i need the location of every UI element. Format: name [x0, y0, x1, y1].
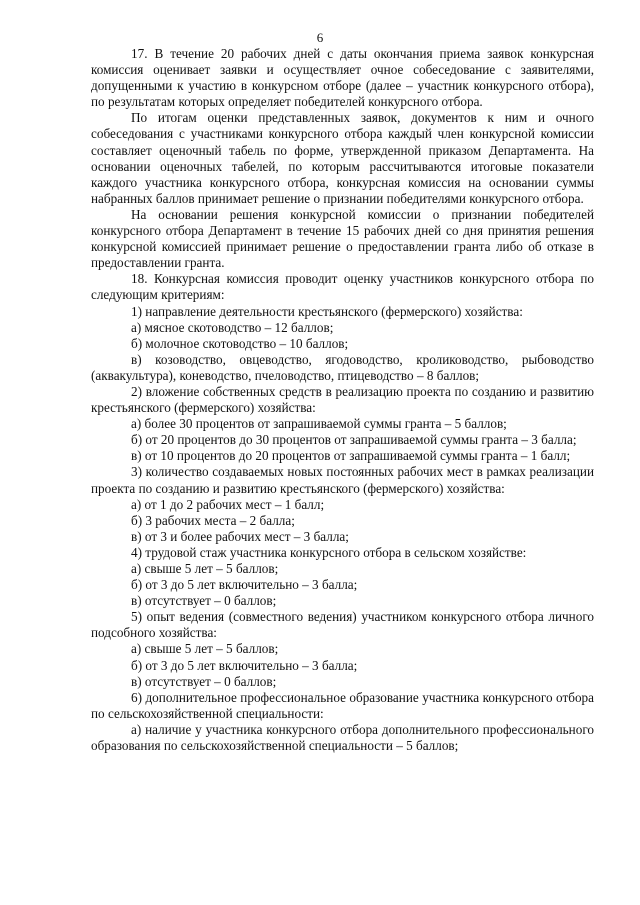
criterion-6a: а) наличие у участника конкурсного отбора дополнительного профессионального образования по сельскохозяйственной специальности – 5 баллов;	[91, 721, 594, 754]
paragraph-18: 18. Конкурсная комиссия проводит оценку участников конкурсного отбора по следующим критериям:	[91, 271, 594, 303]
paragraph-17: 17. В течение 20 рабочих дней с даты окончания приема заявок конкурсная комиссия оценивает заявки и осуществляет очное собеседование с заявителями, допущенными к участию в конкурсном отборе (далее – участник конкурсного отбора), по результатам которых определяет победителей конкурсного отбора.	[91, 46, 594, 110]
criterion-1: 1) направление деятельности крестьянского (фермерского) хозяйства:	[131, 303, 523, 319]
criterion-5: 5) опыт ведения (совместного ведения) участником конкурсного отбора личного подсобного хозяйства:	[91, 609, 594, 641]
criterion-5a: а) свыше 5 лет – 5 баллов;	[131, 641, 279, 657]
criterion-3b: б) 3 рабочих места – 2 балла;	[131, 512, 295, 528]
criterion-5b: б) от 3 до 5 лет включительно – 3 балла;	[131, 657, 358, 673]
criterion-5c: в) отсутствует – 0 баллов;	[131, 673, 277, 689]
criterion-2: 2) вложение собственных средств в реализацию проекта по созданию и развитию крестьянского (фермерского) хозяйства:	[91, 383, 594, 416]
criterion-2c: в) от 10 процентов до 20 процентов от запрашиваемой суммы гранта – 1 балл;	[131, 448, 571, 464]
criterion-2b: б) от 20 процентов до 30 процентов от запрашиваемой суммы гранта – 3 балла;	[131, 432, 577, 448]
criterion-1a: а) мясное скотоводство – 12 баллов;	[131, 319, 334, 335]
criterion-3: 3) количество создаваемых новых постоянных рабочих мест в рамках реализации проекта по созданию и развитию крестьянского (фермерского) хозяйства:	[91, 464, 594, 496]
document-body	[91, 46, 594, 754]
criterion-4a: а) свыше 5 лет – 5 баллов;	[131, 561, 279, 576]
paragraph-evaluation: По итогам оценки представленных заявок, документов к ним и очного собеседования с участниками конкурсного отбора каждый член конкурсной комиссии составляет оценочный табель по форме, утвержденной приказом Департамента. На основании оценочных табелей, по которым рассчитываются итоговые показатели каждого участника конкурсного отбора, конкурсная комиссия на основании суммы набранных баллов принимает решение о признании победителями конкурсного отбора.	[91, 110, 594, 206]
criterion-1c: в) козоводство, овцеводство, ягодоводство, кролиководство, рыбоводство (аквакультура), коневодство, пчеловодство, птицеводство – 8 баллов;	[91, 351, 594, 383]
criterion-6: 6) дополнительное профессиональное образование участника конкурсного отбора по сельскохозяйственной специальности:	[91, 689, 594, 721]
criterion-3c: в) от 3 и более рабочих мест – 3 балла;	[131, 528, 349, 544]
criterion-4b: б) от 3 до 5 лет включительно – 3 балла;	[131, 577, 358, 593]
criterion-4c: в) отсутствует – 0 баллов;	[131, 593, 277, 609]
criterion-1b: б) молочное скотоводство – 10 баллов;	[131, 335, 349, 351]
criterion-2a: а) более 30 процентов от запрашиваемой суммы гранта – 5 баллов;	[131, 416, 507, 432]
page-number: 6	[316, 30, 324, 45]
paragraph-decision: На основании решения конкурсной комиссии о признании победителей конкурсного отбора Департамент в течение 15 рабочих дней со дня принятия решения конкурсной комиссией принимает решение о предоставлении гранта либо об отказе в предоставлении гранта.	[91, 206, 594, 271]
criterion-3a: а) от 1 до 2 рабочих мест – 1 балл;	[131, 496, 325, 512]
criterion-4: 4) трудовой стаж участника конкурсного отбора в сельском хозяйстве:	[131, 544, 527, 560]
